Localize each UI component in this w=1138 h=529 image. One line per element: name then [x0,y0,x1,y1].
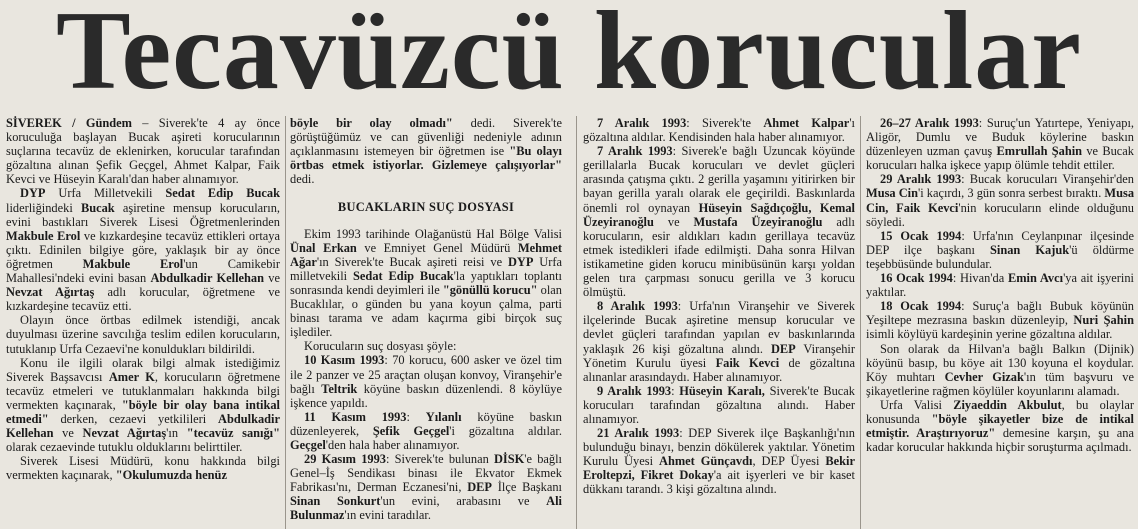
article-paragraph [290,227,562,340]
body-text: 'ın evini taradılar. [344,508,431,523]
body-text: 'ü öldürme teşebbüsünde bulundular. [866,242,1134,271]
bold-text: Ahmet Günçavdı [659,454,753,469]
bold-text: Ünal Erkan [290,240,357,255]
bold-text: Musa Cin [866,186,918,201]
body-text: Siverek Lisesi Müdürü, konu hakkında bilgi vermekten kaçınarak, [6,454,280,483]
bold-text: Şefik Geçgel [372,423,450,438]
article-paragraph [583,116,855,144]
column-rule [576,116,577,529]
bold-text: 8 Aralık 1993 [597,299,678,314]
article-paragraph [6,186,280,313]
bold-text: DYP [507,254,534,269]
body-text: ve [653,214,694,229]
article-paragraph [583,426,855,496]
bold-text: "böyle şikayetler bize de intikal etmiştir. Araştırıyoruz" [866,411,1134,441]
article-paragraph [866,172,1134,228]
bold-text: 26–27 Aralık 1993 [880,116,979,130]
bold-text: "böyle bir olay bana intikal etmedi" [6,397,280,426]
body-text: : Siverek'e bağlı Uzuncak köyünde gerillalarla Bucak korucuları ve devlet güçleri arasında çatışma çıktı. 2 gerilla yaşamını yitirirken bir bayan gerilla yaralı olarak ele geçirildi. Baskınlarda önemli rol oynayan [583,144,855,215]
bold-text: 9 Aralık 1993 [597,383,672,398]
body-text: 'den hala haber alınamıyor. [325,437,460,452]
bold-text: 29 Kasım 1993 [304,452,386,467]
bold-text: 10 Kasım 1993 [304,353,385,368]
bold-text: 7 Aralık 1993 [597,116,687,130]
bold-text: 7 Aralık 1993 [597,144,673,159]
article-paragraph [866,398,1134,454]
body-text: 'e bağlı Genel–İş Sendikası binası ile Ekvator Ekmek Fabrikası'nı, Derman Eczanesi'ni, [290,452,562,495]
body-text: derken, cezaevi yetkilileri [48,411,219,426]
article-paragraph [6,454,280,482]
body-text: 'un evini, arabasını ve [380,494,547,509]
section-subhead: BUCAKLARIN SUÇ DOSYASI [337,200,515,215]
bold-text: Musa Cin, Faik Kevci [866,186,1134,215]
bold-text: Geçgel [290,437,326,452]
body-text: ve [264,271,280,286]
body-text: Siverek'te Bucak korucuları tarafından gözaltına alındı. Haber alınamıyor. [583,383,855,426]
bold-text: Mustafa Üzeyiranoğlu [693,214,823,229]
body-text: Urfa Milletvekili [45,186,166,201]
bold-text: Hüseyin Karalı, [679,383,765,398]
body-text: adlı korucular, öğretmene ve kızkardeşine tecavüz etti. [6,285,280,314]
article-paragraph [866,271,1134,299]
bold-text: Bekir Eroltерzi, Fikret Dokay [583,454,855,483]
bold-text: 11 Kasım 1993 [304,409,407,424]
body-text: : Suruç'a bağlı Bubuk köyünün Yeşiltepe mezrasına baskın düzenleyip, [866,299,1134,328]
article-paragraph [290,339,562,353]
article-paragraph [583,299,855,384]
body-text: , korucuların öğretmene tecavüz etmeleri ve tutuklanmaları hakkında bilgi vermekten kaçınarak, [6,369,280,412]
body-text: ve Bucak korucuları halka işkece yapıp ölümle tehdit ettiler. [866,144,1134,173]
article-column-4 [866,116,1134,529]
body-text: 'un Camikebir Mahallesi'ndeki evini basan [6,256,280,286]
column-rule [860,116,861,529]
bold-text: Nevzat Ağırtaş [82,426,167,441]
bold-text: DİSK [493,452,525,467]
body-text: ve [53,426,83,441]
article-paragraph [583,384,855,426]
body-text: 'ın Siverek'te Bucak aşireti reisi ve [316,254,508,269]
body-text: liderliğindeki [6,200,81,215]
body-text: 'ın tüm başvuru ve şikayetlerine rağmen köylüler koyunlarını alamadı. [866,369,1134,398]
body-text: 'ya ait işyerini yaktılar. [866,271,1134,300]
bold-text: Ali Bulunmaz [290,494,562,523]
body-text: 'i gözaltına aldılar. [449,423,562,438]
body-text: Urfa Valisi [880,397,954,412]
body-text: de gözaltına alınanlar arasındaydı. Haber alınamıyor. [583,355,855,384]
body-text: olarak cezaevinde tutuklu olduklarını belirttiler. [6,440,243,455]
bold-text: Hüseyin Sağdıçoğlu, Kemal Üzeyiranoğlu [583,200,855,229]
body-text: : [671,383,680,398]
headline: Tecavüzcü korucular [56,0,1082,113]
body-text: : Bucak korucuları Viranşehir'den [961,172,1134,187]
body-text: olan Bucaklılar, o günden bu yana koyun çalma, parti binası tarama ve adam kaçırma gibi birçok suç işlediler. [290,282,562,340]
bold-text: Sinan Sonkurt [290,494,381,509]
bold-text: 29 Aralık 1993 [880,172,962,187]
bold-text: Sinan Kajuk [990,242,1070,257]
body-text: 'i kaçırdı, 3 gün sonra serbest bıraktı. [918,186,1105,201]
body-text: , bu olaylar konusunda [866,397,1134,426]
body-text: , DEP Üyesi [752,454,826,469]
body-text: dedi. Siverek'te görüştüğümüz ve can güvenliği nedeniyle adının açıklanmasını istemeyen bir öğretmen ise [290,116,562,159]
bold-text: Ahmet Kalpar [763,116,850,130]
column-rule [285,116,286,529]
body-text: Ekim 1993 tarihinde Olağanüstü Hal Bölge Valisi [304,226,562,241]
body-text: isimli köylüyü kardeşinin yerine gözaltına aldılar. [866,327,1113,342]
body-text: Son olarak da Hilvan'a bağlı Balkın (Dijnik) köyünü basıp, bu köye ait 130 koyuna el koydular. Köy muhtarı [866,341,1134,384]
body-text: Konu ile ilgili olarak bilgi almak istediğimiz Siverek Başsavcısı [6,355,280,384]
article-paragraph [6,116,280,186]
body-text: aşiretine mensup korucuların, evini bastıkları Siverek Lisesi Öğretmenlerinden [6,200,280,229]
bold-text: SİVEREK / Gündem [6,116,132,130]
bold-text: Teltrik [321,381,358,396]
bold-text: "tecavüz sanığı" [186,426,280,441]
bold-text: Makbule Erol [6,228,81,243]
body-text: Korucuların suç dosyası şöyle: [304,339,457,354]
bold-text: Emin Avcı [1007,271,1064,286]
bold-text: DYP [20,186,46,201]
body-text: İlçe Başkanı [492,480,562,495]
bold-text: 21 Aralık 1993 [597,426,680,441]
body-text: : Urfa'nın Viranşehir ve Siverek ilçelerinde Bucak aşiretine mensup korucular ve devlet güçleri tarafından yapılan ev baskınlarında yaklaşık 26 kişi gözaltına alındı. [583,299,855,356]
body-text: : DEP Siverek ilçe Başkanlığı'nın bulunduğu binayı, benzin dökülerek yaktılar. Yönetim Kurulu Üyesi [583,426,855,469]
bold-text: Yılanlı [425,409,462,424]
body-text: köyüne baskın düzenleyerek, [290,409,562,438]
bold-text: böyle bir olay olmadı" [290,116,453,130]
bold-text: Abdulkadir Kellehan [150,271,265,286]
bold-text: Faik Kevci [715,355,780,370]
body-text: : 70 korucu, 600 asker ve özel tim ile 2 panzer ve 25 araçtan oluşan konvoy, Viranşehir'e bağlı [290,353,562,396]
body-text: : Siverek'te bulunan [385,452,494,467]
article-paragraph [290,353,562,409]
bold-text: Emrullah Şahin [996,144,1083,159]
body-text: – Siverek'te 4 ay önce koruculuğa başlayan Bucak aşireti korucularının suçlarına tecavüz de eklenirken, korucular tarafından gözaltına alınan Şefik Geçgel, Ahmet Kalpar, Faik Kevci ve Hüseyin Karalı'dan haber alınamıyor. [6,116,280,187]
body-text: : Siverek'te [686,116,764,130]
article-paragraph [866,299,1134,341]
article-column-2 [290,116,562,529]
bold-text: DEP [467,480,493,495]
body-text: : [406,409,426,424]
bold-text: Cevher Gizak [944,369,1024,384]
body-text: 'a ait işyerleri ve bir kaset dükkanı tarandı. 3 kişi gözaltına alındı. [583,468,855,497]
bold-text: Nuri Şahin [1073,313,1134,328]
article-paragraph [290,410,562,452]
bold-text: "Okulumuzda henüz [115,468,227,483]
article-column-3 [583,116,855,529]
body-text: Viranşehir Yönetim Kurulu üyesi [583,341,855,370]
bold-text: 18 Ocak 1994 [880,299,962,314]
article-column-1 [6,116,280,529]
bold-text: Amer K [108,369,155,384]
article-paragraph [6,356,280,455]
body-text: adlı korucuların, esir aldıkları kadın gerillaya tecavüz etmek istedikleri ifade edilmişti. Daha sonra Hilvan istikametine giden korucu minibüsünün karşı yoldan gelen tıra çarpması sonucu gerilla ve 3 korucu ölmüştü. [583,214,855,300]
body-text: 'ın [166,426,187,441]
bold-text: "gönüllü korucu" [442,282,538,297]
body-text: Olayın önce örtbas edilmek istendiği, ancak duyulması üzerine savcılığa teslim edilen korucuların, tutuklanıp Urfa Cezaevi'ne konuldukları bildirildi. [6,313,280,356]
article-paragraph [290,452,562,522]
bold-text: "Bu olayı örtbas etmek istiyorlar. Gizlemeye çalışıyorlar" [290,144,562,173]
body-text: 'la yaptıkları toplantı sonrasında kendi deyimleri ile [290,268,562,297]
body-text: ve kızkardeşine tecavüz ettikleri ortaya çıktı. Edinilen bilgiye göre, yaklaşık bir ay önce öğretmen [6,228,280,271]
bold-text: 15 Ocak 1994 [880,228,962,243]
body-text: dedi. [290,172,315,187]
body-text: 'ı gözaltına aldılar. Kendisinden hala haber alınamıyor. [583,116,855,145]
bold-text: Bucak [80,200,115,215]
bold-text: Ziyaeddin Akbulut [953,397,1062,412]
bold-text: Abdulkadir Kellehan [6,411,280,441]
bold-text: 16 Ocak 1994 [880,271,953,286]
body-text: Urfa milletvekili [290,254,562,283]
bold-text: Nevzat Ağırtaş [6,285,95,300]
body-text: : Urfa'nın Ceylanpınar ilçesinde DEP ilçe başkanı [866,228,1134,257]
body-text: ve Emniyet Genel Müdürü [356,240,518,255]
bold-text: Makbule Erol [82,256,184,271]
article-paragraph [866,229,1134,271]
article-paragraph [866,342,1134,398]
article-paragraph [866,116,1134,172]
article-paragraph [583,144,855,299]
body-text: köyüne baskın düzenlendi. 8 köylüye işkence yapıldı. [290,381,562,410]
bold-text: Sedat Edip Bucak [353,268,454,283]
bold-text: DEP [770,341,796,356]
body-text: : Suruç'un Yatırtepe, Yeniyapı, Aligör, Dumlu ve Buduk köylerine baskın düzenleyen uzman çavuş [866,116,1134,159]
body-text: : Hivan'da [952,271,1008,286]
bold-text: Mehmet Ağar [290,240,562,269]
article-paragraph [6,313,280,355]
bold-text: Sedat Edip Bucak [165,186,280,201]
body-text: 'nin korucuların elinde olduğunu söyledi. [866,200,1134,229]
body-text: demesine karşın, şu ana kadar korucular hakkında hiçbir soruşturma açılmadı. [866,426,1134,455]
article-paragraph [290,116,562,186]
